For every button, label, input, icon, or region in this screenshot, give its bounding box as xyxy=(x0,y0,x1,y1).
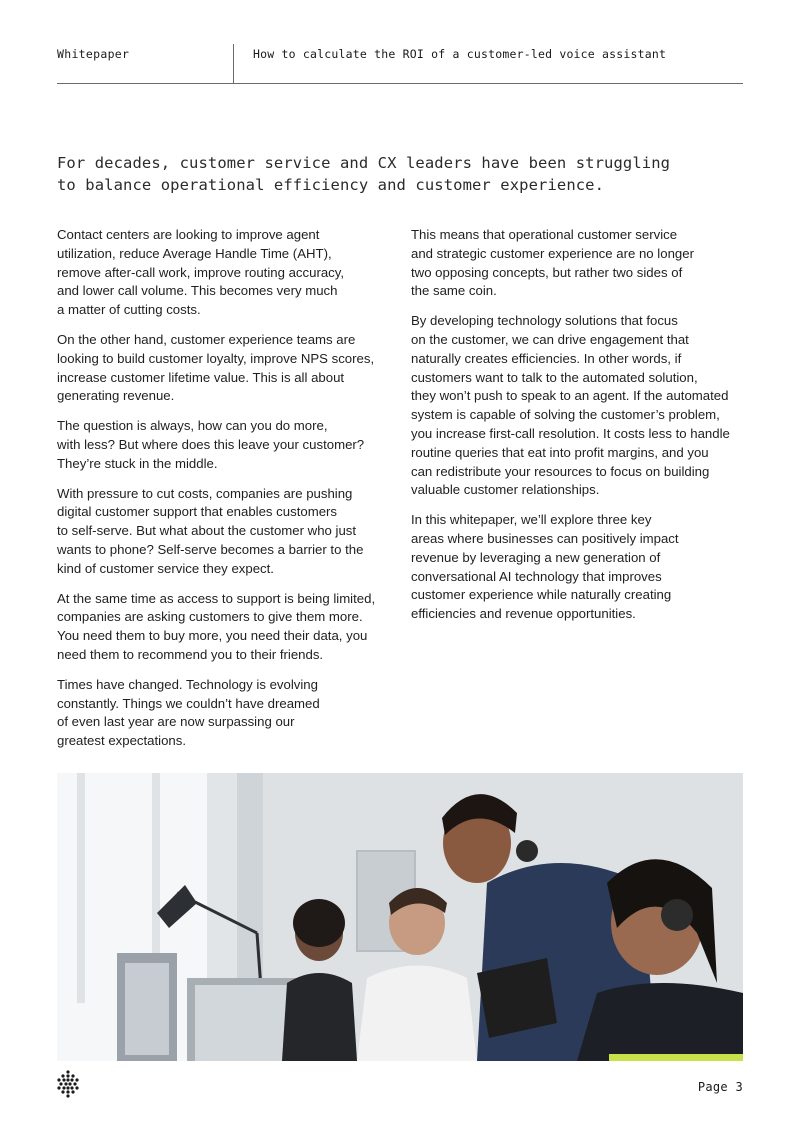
text-line: naturally creates efficiencies. In other words, if xyxy=(411,350,682,366)
text-line: Contact centers are looking to improve agent xyxy=(57,227,320,242)
text-line: Times have changed. Technology is evolving xyxy=(57,676,318,692)
text-line: On the other hand, customer experience teams are xyxy=(57,331,356,347)
text-line: areas where businesses can positively impact xyxy=(411,530,679,546)
text-line: This means that operational customer service xyxy=(411,227,678,242)
text-line: generating revenue. xyxy=(57,388,175,404)
text-line: wants to phone? Self-serve becomes a barrier to the xyxy=(57,541,364,557)
paragraph xyxy=(411,511,746,624)
paragraph xyxy=(57,331,392,406)
left-column xyxy=(57,226,392,762)
text-line: They’re stuck in the middle. xyxy=(57,455,218,471)
text-line: kind of customer service they expect. xyxy=(57,560,274,576)
page-number: Page 3 xyxy=(697,1080,743,1094)
paragraph xyxy=(57,676,392,751)
text-line: to self-serve. But what about the customer who just xyxy=(57,523,357,539)
header-divider xyxy=(233,44,234,84)
text-line: looking to build customer loyalty, improve NPS scores, xyxy=(57,350,375,366)
text-line: system is capable of solving the customer’s problem, xyxy=(411,407,720,423)
text-line: routine queries that eat into profit margins, and you xyxy=(411,444,709,460)
doc-title: How to calculate the ROI of a customer-led voice assistant xyxy=(253,47,667,61)
text-line: a matter of cutting costs. xyxy=(57,302,201,318)
doc-type-label: Whitepaper xyxy=(57,47,130,61)
paragraph xyxy=(57,417,392,473)
text-line: By developing technology solutions that focus xyxy=(411,313,678,329)
call-center-team-photo xyxy=(57,773,743,1061)
text-line: increase customer lifetime value. This is all about xyxy=(57,369,345,385)
paragraph xyxy=(57,485,392,579)
intro-statement xyxy=(57,152,747,196)
text-line: greatest expectations. xyxy=(57,733,187,749)
dot-grid-logo-icon xyxy=(57,1070,79,1098)
text-line: The question is always, how can you do more, xyxy=(57,418,328,434)
text-line: customers want to talk to the automated solution, xyxy=(411,369,698,385)
paragraph xyxy=(411,226,746,301)
intro-line: For decades, customer service and CX leaders have been struggling xyxy=(57,154,671,172)
page-header xyxy=(57,44,743,84)
text-line: you increase first-call resolution. It costs less to handle xyxy=(411,425,730,441)
text-line: remove after-call work, improve routing accuracy, xyxy=(57,264,345,280)
text-line: on the customer, we can drive engagement that xyxy=(411,331,689,347)
text-line: digital customer support that enables customers xyxy=(57,504,338,520)
text-line: constantly. Things we couldn’t have dreamed xyxy=(57,695,320,711)
text-line: revenue by leveraging a new generation of xyxy=(411,549,661,565)
text-line: You need them to buy more, you need their data, you xyxy=(57,628,368,644)
paragraph xyxy=(57,226,392,320)
text-line: conversational AI technology that improves xyxy=(411,568,662,584)
text-line: valuable customer relationships. xyxy=(411,482,600,498)
text-line: In this whitepaper, we’ll explore three key xyxy=(411,512,652,528)
accent-bar xyxy=(609,1054,743,1061)
text-line: two opposing concepts, but rather two sides of xyxy=(411,264,683,280)
text-line: with less? But where does this leave your customer? xyxy=(57,436,365,452)
text-line: and strategic customer experience are no longer xyxy=(411,245,694,261)
text-line: At the same time as access to support is being limited, xyxy=(57,590,376,606)
text-line: utilization, reduce Average Handle Time (AHT), xyxy=(57,245,332,261)
paragraph xyxy=(411,312,746,500)
text-line: and lower call volume. This becomes very much xyxy=(57,283,338,299)
text-line: the same coin. xyxy=(411,283,497,299)
text-line: companies are asking customers to give them more. xyxy=(57,609,363,625)
text-line: customer experience while naturally creating xyxy=(411,587,672,603)
right-column xyxy=(411,226,746,635)
text-line: need them to recommend you to their friends. xyxy=(57,646,324,662)
text-line: With pressure to cut costs, companies are pushing xyxy=(57,485,353,501)
text-line: of even last year are now surpassing our xyxy=(57,714,295,730)
paragraph xyxy=(57,590,392,665)
text-line: they won’t push to speak to an agent. If the automated xyxy=(411,388,729,404)
intro-line: to balance operational efficiency and customer experience. xyxy=(57,176,605,194)
text-line: can redistribute your resources to focus on building xyxy=(411,463,710,479)
text-line: efficiencies and revenue opportunities. xyxy=(411,606,636,622)
